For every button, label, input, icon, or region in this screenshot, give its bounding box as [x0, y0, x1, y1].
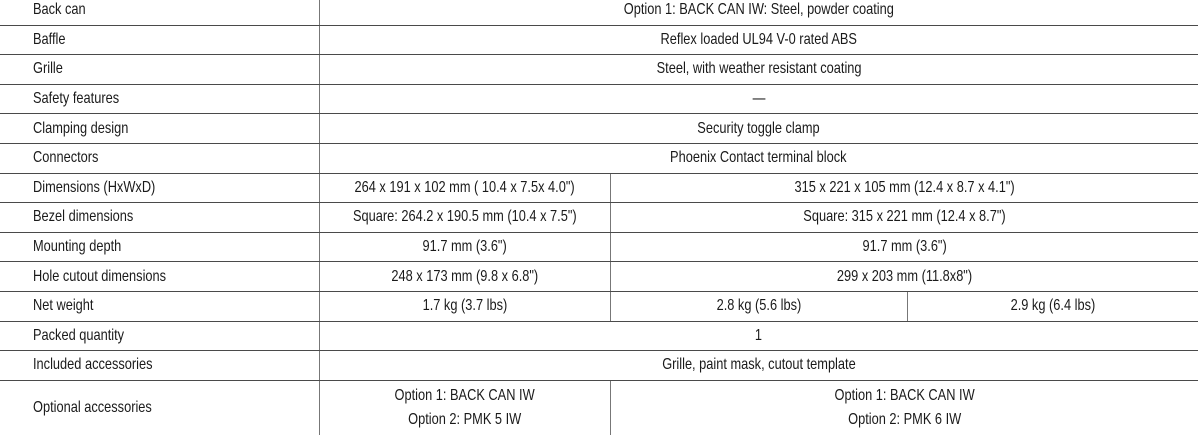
spec-value-text: 299 x 203 mm (11.8x8"): [836, 267, 972, 285]
spec-row: [0, 380, 1198, 435]
spec-label: [0, 380, 319, 435]
spec-label-text: Optional accessories: [33, 398, 152, 416]
spec-value-text: 1: [755, 326, 763, 344]
spec-label-text: Included accessories: [33, 356, 153, 374]
spec-row: [0, 351, 1198, 381]
spec-row: [0, 203, 1198, 233]
spec-value-text: Reflex loaded UL94 V-0 rated ABS: [660, 30, 857, 48]
spec-value-text: Square: 264.2 x 190.5 mm (10.4 x 7.5"): [352, 208, 577, 226]
spec-value-line: Option 2: PMK 5 IW: [407, 410, 522, 428]
spec-label-text: Net weight: [33, 297, 94, 315]
spec-value: [319, 114, 1198, 144]
spec-value-text: 2.8 kg (5.6 lbs): [716, 297, 801, 315]
spec-value: [319, 25, 1198, 55]
spec-value-text: 315 x 221 x 105 mm (12.4 x 8.7 x 4.1"): [794, 178, 1015, 196]
spec-row: [0, 84, 1198, 114]
spec-value: [319, 84, 1198, 114]
spec-label: [0, 291, 319, 321]
spec-row: [0, 55, 1198, 85]
spec-value-text: 2.9 kg (6.4 lbs): [1010, 297, 1096, 315]
spec-row: [0, 0, 1198, 25]
spec-label-text: Packed quantity: [33, 326, 125, 344]
spec-label: [0, 232, 319, 262]
spec-row: [0, 232, 1198, 262]
spec-label-text: Back can: [33, 1, 86, 19]
spec-label: [0, 262, 319, 292]
spec-value: [610, 262, 1198, 292]
spec-value-text: Steel, with weather resistant coating: [656, 60, 862, 78]
spec-label-text: Grille: [33, 60, 63, 78]
spec-label: [0, 25, 319, 55]
spec-row: [0, 291, 1198, 321]
spec-value: [319, 262, 610, 292]
spec-value: [319, 0, 1198, 25]
spec-row: [0, 173, 1198, 203]
spec-label-text: Clamping design: [33, 119, 129, 137]
spec-label: [0, 173, 319, 203]
spec-label-text: Baffle: [33, 30, 66, 48]
spec-value-text: Square: 315 x 221 mm (12.4 x 8.7"): [803, 208, 1006, 226]
spec-label-text: Safety features: [33, 90, 120, 108]
spec-label-text: Bezel dimensions: [33, 208, 134, 226]
spec-label: [0, 84, 319, 114]
spec-row: [0, 143, 1198, 173]
spec-value: [319, 321, 1198, 351]
spec-value: [319, 232, 610, 262]
spec-label: [0, 351, 319, 381]
spec-label: [0, 55, 319, 85]
spec-value: [610, 380, 1198, 435]
spec-value-text: —: [752, 90, 766, 108]
spec-value-text: 264 x 191 x 102 mm ( 10.4 x 7.5x 4.0"): [354, 178, 575, 196]
spec-value-line: Option 1: BACK CAN IW: [394, 386, 535, 404]
spec-value-text: 91.7 mm (3.6"): [422, 238, 507, 256]
spec-value-text: 1.7 kg (3.7 lbs): [422, 297, 507, 315]
spec-value-line: Option 2: PMK 6 IW: [847, 410, 961, 428]
spec-label: [0, 114, 319, 144]
spec-value-text: 91.7 mm (3.6"): [862, 238, 947, 256]
spec-value-text: Security toggle clamp: [697, 119, 820, 137]
spec-row: [0, 262, 1198, 292]
spec-value: [907, 291, 1198, 321]
spec-label-text: Connectors: [33, 149, 99, 167]
spec-label: [0, 143, 319, 173]
spec-row: [0, 321, 1198, 351]
spec-row: [0, 114, 1198, 144]
spec-row: [0, 25, 1198, 55]
spec-label-text: Dimensions (HxWxD): [33, 178, 156, 196]
spec-value: [319, 55, 1198, 85]
spec-value-text: 248 x 173 mm (9.8 x 6.8"): [391, 267, 538, 285]
spec-label: [0, 203, 319, 233]
spec-label: [0, 321, 319, 351]
spec-value: [319, 173, 610, 203]
spec-value: [610, 291, 907, 321]
spec-value-text: Option 1: BACK CAN IW: Steel, powder coating: [623, 1, 894, 19]
spec-value: [610, 232, 1198, 262]
spec-label-text: Hole cutout dimensions: [33, 267, 167, 285]
spec-value: [319, 143, 1198, 173]
spec-value: [610, 173, 1198, 203]
spec-label: [0, 0, 319, 25]
spec-value: [319, 291, 610, 321]
spec-value: [319, 351, 1198, 381]
spec-value: [319, 203, 610, 233]
spec-value-text: Phoenix Contact terminal block: [670, 149, 847, 167]
spec-value: [319, 380, 610, 435]
spec-value-text: Grille, paint mask, cutout template: [662, 356, 856, 374]
spec-label-text: Mounting depth: [33, 238, 122, 256]
spec-value: [610, 203, 1198, 233]
spec-value-line: Option 1: BACK CAN IW: [834, 386, 975, 404]
